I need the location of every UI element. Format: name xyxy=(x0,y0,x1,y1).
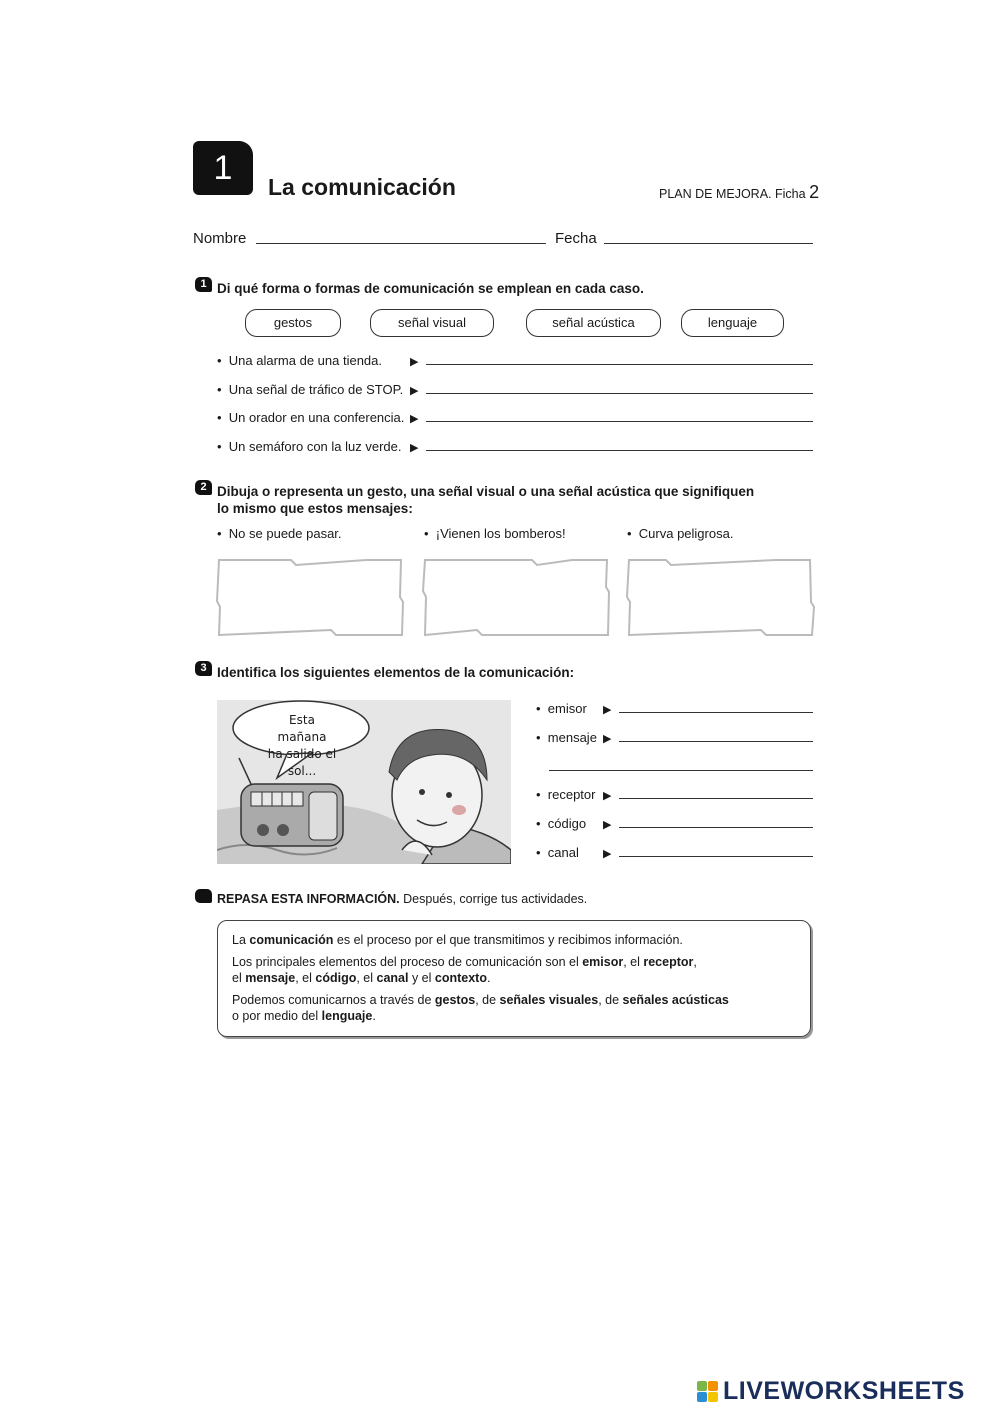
option-chip: gestos xyxy=(245,309,341,337)
liveworksheets-brand[interactable]: LIVEWORKSHEETS xyxy=(723,1377,965,1405)
arrow-icon: ▶ xyxy=(603,848,612,860)
arrow-icon: ▶ xyxy=(410,385,419,397)
radio-listener-illustration xyxy=(217,700,511,864)
list-item: • Un orador en una conferencia. xyxy=(217,410,405,425)
item-text: mensaje xyxy=(547,730,597,745)
info-paragraph xyxy=(232,932,796,948)
review-heading xyxy=(217,892,587,906)
text: . xyxy=(486,971,491,985)
text: contexto xyxy=(434,971,487,985)
text: receptor xyxy=(643,955,694,969)
list-item: • Una señal de tráfico de STOP. xyxy=(217,382,404,397)
info-paragraph xyxy=(232,954,796,986)
speech-line: Esta mañana xyxy=(277,713,327,744)
arrow-icon: ▶ xyxy=(410,413,419,425)
text: señales acústicas xyxy=(622,993,729,1007)
info-paragraph xyxy=(232,992,796,1024)
list-item: • Un semáforo con la luz verde. xyxy=(217,439,402,454)
answer-field[interactable] xyxy=(619,741,813,742)
list-item: • mensaje xyxy=(536,730,597,745)
item-text: código xyxy=(547,816,587,831)
name-field[interactable] xyxy=(256,243,546,244)
exercise-2-prompt-line1: Dibuja o representa un gesto, una señal visual o una señal acústica que signifiquen xyxy=(217,484,755,499)
text: comunicación xyxy=(249,933,334,947)
item-text: Una señal de tráfico de STOP. xyxy=(228,382,404,397)
review-marker xyxy=(195,889,212,903)
review-heading-sub: Después, corrige tus actividades. xyxy=(403,892,588,906)
page-title: La comunicación xyxy=(268,174,456,200)
exercise-3-number: 3 xyxy=(195,661,212,676)
item-text: ¡Vienen los bomberos! xyxy=(435,526,566,541)
drawing-area[interactable] xyxy=(216,557,406,637)
exercise-1-number: 1 xyxy=(195,277,212,292)
list-item: • emisor xyxy=(536,701,587,716)
plan-text: PLAN DE MEJORA. Ficha xyxy=(659,187,806,201)
info-box xyxy=(217,920,811,1037)
arrow-icon: ▶ xyxy=(410,356,419,368)
item-text: Curva peligrosa. xyxy=(638,526,734,541)
text: Podemos comunicarnos a través de xyxy=(232,993,435,1007)
text: es el proceso por el que transmitimos y recibimos información. xyxy=(333,933,683,947)
answer-field[interactable] xyxy=(426,393,813,394)
answer-field[interactable] xyxy=(619,856,813,857)
date-label: Fecha xyxy=(555,230,597,247)
option-chip: señal acústica xyxy=(526,309,661,337)
text: , de xyxy=(475,993,500,1007)
list-item: • receptor xyxy=(536,787,596,802)
list-item: • canal xyxy=(536,845,579,860)
text: . xyxy=(372,1009,376,1023)
text: , el xyxy=(623,955,644,969)
text: Los principales elementos del proceso de comunicación son el xyxy=(232,955,583,969)
unit-number-badge: 1 xyxy=(193,141,253,195)
item-text: canal xyxy=(547,845,579,860)
exercise-1-prompt: Di qué forma o formas de comunicación se emplean en cada caso. xyxy=(217,281,644,296)
name-label: Nombre xyxy=(193,230,247,247)
speech-line: ha salido el sol... xyxy=(267,747,337,778)
review-heading-bold: REPASA ESTA INFORMACIÓN. xyxy=(217,892,400,906)
plan-number: 2 xyxy=(809,182,820,202)
list-item: • Curva peligrosa. xyxy=(627,526,734,541)
option-chip: lenguaje xyxy=(681,309,784,337)
drawing-area[interactable] xyxy=(422,557,612,637)
item-text: Un semáforo con la luz verde. xyxy=(228,439,402,454)
answer-field[interactable] xyxy=(619,827,813,828)
item-text: No se puede pasar. xyxy=(228,526,342,541)
text: , de xyxy=(598,993,623,1007)
item-text: Una alarma de una tienda. xyxy=(228,353,382,368)
item-text: Un orador en una conferencia. xyxy=(228,410,405,425)
answer-field[interactable] xyxy=(426,421,813,422)
option-chip: señal visual xyxy=(370,309,494,337)
exercise-3-prompt: Identifica los siguientes elementos de la comunicación: xyxy=(217,665,575,680)
answer-field[interactable] xyxy=(426,364,813,365)
answer-field[interactable] xyxy=(426,450,813,451)
text: mensaje xyxy=(245,971,296,985)
arrow-icon: ▶ xyxy=(603,704,612,716)
text: La xyxy=(232,933,250,947)
text: , el xyxy=(356,971,377,985)
arrow-icon: ▶ xyxy=(603,790,612,802)
answer-field[interactable] xyxy=(619,798,813,799)
text: código xyxy=(315,971,357,985)
text: el xyxy=(232,971,246,985)
liveworksheets-logo-icon xyxy=(697,1381,719,1403)
exercise-2-prompt-line2: lo mismo que estos mensajes: xyxy=(217,501,413,516)
text: emisor xyxy=(582,955,624,969)
text: lenguaje xyxy=(321,1009,373,1023)
text: , el xyxy=(295,971,316,985)
item-text: emisor xyxy=(547,701,587,716)
list-item: • Una alarma de una tienda. xyxy=(217,353,382,368)
list-item: • ¡Vienen los bomberos! xyxy=(424,526,566,541)
text: gestos xyxy=(434,993,476,1007)
drawing-area[interactable] xyxy=(626,557,816,637)
text: señales visuales xyxy=(499,993,599,1007)
list-item: • No se puede pasar. xyxy=(217,526,342,541)
exercise-2-number: 2 xyxy=(195,480,212,495)
arrow-icon: ▶ xyxy=(603,819,612,831)
arrow-icon: ▶ xyxy=(603,733,612,745)
list-item: • código xyxy=(536,816,587,831)
text: o por medio del xyxy=(232,1009,322,1023)
plan-label xyxy=(659,182,819,203)
arrow-icon: ▶ xyxy=(410,442,419,454)
answer-field[interactable] xyxy=(619,712,813,713)
item-text: receptor xyxy=(547,787,596,802)
answer-field[interactable] xyxy=(549,770,813,771)
speech-bubble xyxy=(263,712,341,780)
text: canal xyxy=(376,971,409,985)
text: , xyxy=(693,955,697,969)
date-field[interactable] xyxy=(604,243,813,244)
text: y el xyxy=(408,971,435,985)
